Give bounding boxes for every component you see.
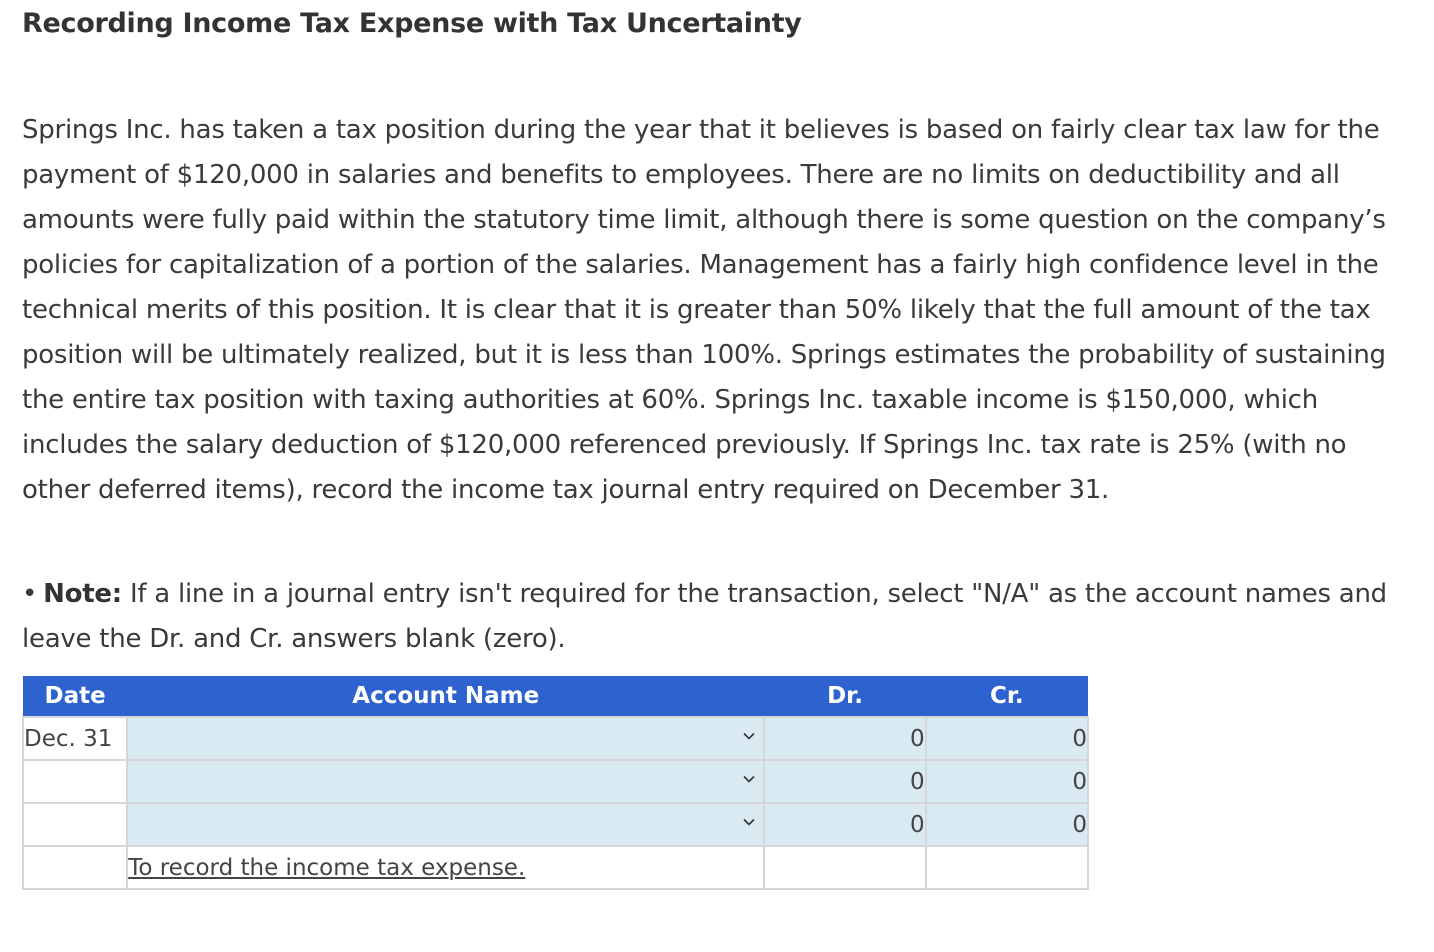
note-text: If a line in a journal entry isn't required for the transaction, select "N/A" as the account names and leave the Dr. and Cr. answers blank (zero). <box>22 579 1387 654</box>
memo-date-cell <box>23 846 127 889</box>
cr-input[interactable]: 0 <box>926 803 1088 846</box>
cr-input[interactable]: 0 <box>926 760 1088 803</box>
account-select-value[interactable] <box>128 718 763 759</box>
problem-text: Springs Inc. has taken a tax position during the year that it believes is based on fairly clear tax law for the payment of $120,000 in salaries and benefits to employees. There are no limits on deductibility and all amounts were fully paid within the statutory time limit, although there is some question on the company’s policies for capitalization of a portion of the salaries. Management has a fairly high confidence level in the technical merits of this position. It is clear that it is greater than 50% likely that the full amount of the tax position will be ultimately realized, but it is less than 100%. Springs estimates the probability of sustaining the entire tax position with taxing authorities at 60%. Springs Inc. taxable income is $150,000, which includes the salary deduction of $120,000 referenced previously. If Springs Inc. tax rate is 25% (with no other deferred items), record the income tax journal entry required on December 31. <box>22 115 1386 505</box>
chevron-down-icon[interactable] <box>743 816 755 828</box>
note-bullet: • <box>22 579 38 609</box>
chevron-down-icon[interactable] <box>743 730 755 742</box>
dr-input[interactable]: 0 <box>764 717 925 760</box>
header-date: Date <box>23 676 127 717</box>
page-title: Recording Income Tax Expense with Tax Uncertainty <box>22 8 802 39</box>
account-select[interactable] <box>127 717 764 760</box>
dr-input[interactable]: 0 <box>764 760 925 803</box>
header-cr: Cr. <box>926 676 1088 717</box>
date-cell: Dec. 31 <box>23 717 127 760</box>
chevron-down-icon[interactable] <box>743 773 755 785</box>
memo-dr-cell <box>764 846 925 889</box>
problem-page <box>22 0 1414 881</box>
note <box>22 572 1414 662</box>
header-account-name: Account Name <box>127 676 764 717</box>
date-cell <box>23 760 127 803</box>
table-header-row <box>23 676 1088 717</box>
journal-entry-table <box>22 676 1089 890</box>
memo-cr-cell <box>926 846 1088 889</box>
dr-input[interactable]: 0 <box>764 803 925 846</box>
account-select[interactable] <box>127 803 764 846</box>
table-row <box>23 717 1088 760</box>
note-label: Note: <box>43 579 122 609</box>
account-select-value[interactable] <box>128 804 763 845</box>
memo-row <box>23 846 1088 889</box>
header-dr: Dr. <box>764 676 925 717</box>
date-cell <box>23 803 127 846</box>
table-row <box>23 760 1088 803</box>
memo-cell <box>127 846 764 889</box>
memo-text: To record the income tax expense. <box>128 854 526 881</box>
account-select[interactable] <box>127 760 764 803</box>
cr-input[interactable]: 0 <box>926 717 1088 760</box>
account-select-value[interactable] <box>128 761 763 802</box>
table-row <box>23 803 1088 846</box>
